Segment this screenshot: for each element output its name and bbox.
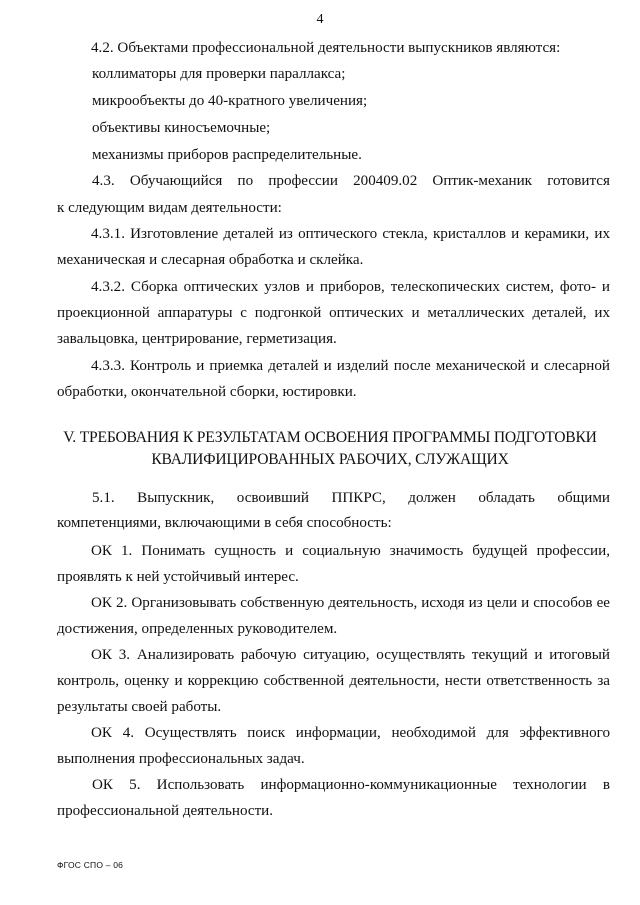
- section-heading-line: V. ТРЕБОВАНИЯ К РЕЗУЛЬТАТАМ ОСВОЕНИЯ ПРОГРАММЫ ПОДГОТОВКИ: [63, 429, 597, 446]
- footer-label: ФГОС СПО – 06: [57, 860, 124, 870]
- paragraph-4-3-first-line: [92, 168, 610, 194]
- paragraph-4-2: 4.2. Объектами профессиональной деятельности выпускников являются:: [91, 40, 561, 56]
- word: профессии: [268, 173, 338, 189]
- word: технологии: [513, 777, 587, 793]
- list-item: микрообъекты до 40-кратного увеличения;: [92, 93, 368, 109]
- word: готовится: [547, 173, 610, 189]
- list-item: объективы киносъемочные;: [92, 120, 271, 136]
- word: Выпускник,: [137, 490, 215, 506]
- section-heading-line: КВАЛИФИЦИРОВАННЫХ РАБОЧИХ, СЛУЖАЩИХ: [151, 451, 509, 468]
- word: ППКРС,: [331, 490, 386, 506]
- paragraph-4-3-3: 4.3.3. Контроль и приемка деталей и изделий после механической и слесарной обработки, окончательной сборки, юстировки.: [57, 358, 610, 400]
- word: обладать: [478, 490, 535, 506]
- competence-ok5-first-line: [92, 772, 610, 798]
- word: должен: [408, 490, 456, 506]
- word: 5.: [129, 777, 141, 793]
- word: 200409.02: [353, 173, 418, 189]
- competence-ok5-continuation: профессиональной деятельности.: [57, 803, 274, 819]
- competence-ok1: ОК 1. Понимать сущность и социальную значимость будущей профессии, проявлять к ней устойчивый интерес.: [57, 543, 610, 585]
- competence-ok3: ОК 3. Анализировать рабочую ситуацию, осуществлять текущий и итоговый контроль, оценку и коррекцию собственной деятельности, нести ответственность за результаты своей работы.: [57, 647, 610, 715]
- list-item: коллиматоры для проверки параллакса;: [92, 66, 346, 82]
- word: освоивший: [236, 490, 309, 506]
- paragraph-4-3-1: 4.3.1. Изготовление деталей из оптического стекла, кристаллов и керамики, их механическая и слесарная обработка и склейка.: [57, 226, 610, 268]
- page-number: 4: [316, 12, 324, 27]
- word: информационно-коммуникационные: [260, 777, 497, 793]
- list-item: механизмы приборов распределительные.: [92, 147, 362, 163]
- word: ОК: [92, 777, 113, 793]
- paragraph-5-1-continuation: компетенциями, включающими в себя способность:: [57, 515, 392, 531]
- word: 4.3.: [92, 173, 115, 189]
- word: Использовать: [156, 777, 245, 793]
- word: по: [237, 173, 254, 189]
- word: в: [602, 777, 610, 793]
- paragraph-5-1-first-line: [92, 485, 610, 511]
- competence-ok2: ОК 2. Организовывать собственную деятельность, исходя из цели и способов ее достижения, определенных руководителем.: [57, 595, 610, 637]
- word: Обучающийся: [129, 173, 223, 189]
- word: 5.1.: [92, 490, 115, 506]
- competence-ok4: ОК 4. Осуществлять поиск информации, необходимой для эффективного выполнения профессиональных задач.: [57, 725, 610, 767]
- paragraph-4-3-continuation: к следующим видам деятельности:: [57, 200, 282, 216]
- paragraph-4-3-2: 4.3.2. Сборка оптических узлов и приборов, телескопических систем, фото- и проекционной аппаратуры с подгонкой оптических и металлических деталей, их завальцовка, центрирование, герметизация.: [57, 279, 610, 347]
- word: общими: [557, 490, 610, 506]
- word: Оптик-механик: [432, 173, 533, 189]
